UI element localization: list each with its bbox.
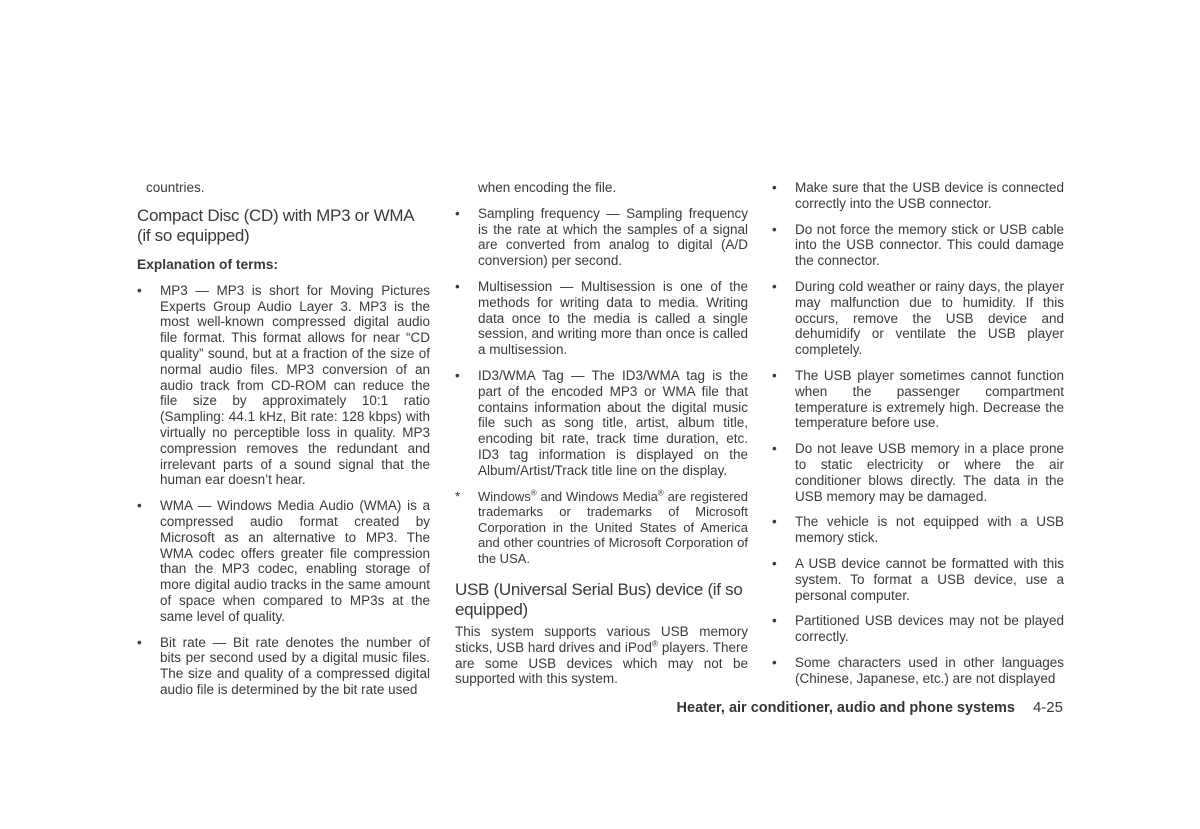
list-item-text: Multisession — Multisession is one of the methods for writing data to media. Writing data once to the media is called a single session, and writing more than once is called a multisession. <box>478 278 748 358</box>
continuation-text: when encoding the file. <box>478 180 617 195</box>
list-item <box>772 441 1064 504</box>
list-item <box>137 635 430 698</box>
list-item <box>772 514 1064 546</box>
list-item <box>137 283 430 488</box>
list-item-text: Bit rate — Bit rate denotes the number of bits per second used by a digital music files. The size and quality of a compressed digital audio file is determined by the bit rate used <box>160 634 430 697</box>
bullet-icon: • <box>772 514 777 530</box>
list-item-text: The vehicle is not equipped with a USB memory stick. <box>795 514 1064 546</box>
footer-page-number: 4-25 <box>1032 699 1063 716</box>
footnote-marker: * <box>455 488 461 504</box>
bullet-icon: • <box>137 498 142 514</box>
list-item-text: MP3 — MP3 is short for Moving Pictures Experts Group Audio Layer 3. MP3 is the most well-known compressed digital audio file format. This format allows for near “CD quality” sound, but at a fraction of the size of normal audio files. MP3 conversion of an audio track from CD-ROM can reduce the file size by approximately 10:1 ratio (Sampling: 44.1 kHz, Bit rate: 128 kbps) with virtually no perceptible loss in quality. MP3 compression removes the redundant and irrelevant parts of a sound signal that the human ear doesn’t hear. <box>160 282 430 488</box>
bullet-icon: • <box>455 205 460 221</box>
column-right <box>772 180 1064 697</box>
list-item <box>772 368 1064 431</box>
list-item-text: During cold weather or rainy days, the player may malfunction due to humidity. If this occurs, remove the USB device and dehumidify or ventilate the USB player completely. <box>795 278 1064 358</box>
list-item-text: WMA — Windows Media Audio (WMA) is a compressed audio format created by Microsoft as an alternative to MP3. The WMA codec offers greater file compression than the MP3 codec, enabling storage of more digital audio tracks in the same amount of space when compared to MP3s at the same level of quality. <box>160 498 430 624</box>
bullet-icon: • <box>772 613 777 629</box>
list-item-text: Some characters used in other languages (Chinese, Japanese, etc.) are not displayed <box>795 654 1064 686</box>
bullet-icon: • <box>772 180 777 195</box>
list-item <box>455 279 748 358</box>
list-item <box>772 222 1064 269</box>
list-item-text: Do not leave USB memory in a place prone to static electricity or where the air conditioner blows directly. The data in the USB memory may be damaged. <box>795 441 1064 504</box>
list-item-text: Partitioned USB devices may not be played correctly. <box>795 613 1064 645</box>
bullet-icon: • <box>772 654 777 670</box>
section-heading-usb: USB (Universal Serial Bus) device (if so equipped) <box>455 580 743 620</box>
list-item <box>772 180 1064 212</box>
bullet-icon: • <box>772 441 777 457</box>
bullet-icon: • <box>772 278 777 294</box>
list-item-text: A USB device cannot be formatted with this system. To format a USB device, use a personal computer. <box>795 555 1064 603</box>
list-item <box>455 206 748 269</box>
list-item <box>772 279 1064 358</box>
footnote-text: Windows® and Windows Media® are registered trademarks or trademarks of Microsoft Corporation in the United States of America and other countries of Microsoft Corporation of the USA. <box>478 488 748 566</box>
list-item-text: Do not force the memory stick or USB cable into the USB connector. This could damage the connector. <box>795 221 1064 269</box>
list-item <box>772 556 1064 603</box>
footer-chapter-title: Heater, air conditioner, audio and phone systems <box>676 700 1015 716</box>
footnote <box>455 489 748 567</box>
column-middle <box>455 180 748 687</box>
bullet-icon: • <box>137 282 142 298</box>
bullet-icon: • <box>455 278 460 294</box>
subheading-explanation: Explanation of terms: <box>137 256 279 272</box>
list-item <box>772 613 1064 645</box>
continuation-text: countries. <box>146 180 205 195</box>
bullet-icon: • <box>772 221 777 237</box>
page-footer <box>137 699 1063 716</box>
list-item <box>455 368 748 479</box>
bullet-icon: • <box>772 367 777 383</box>
list-item-text: ID3/WMA Tag — The ID3/WMA tag is the part of the encoded MP3 or WMA file that contains information about the digital music file such as song title, artist, album title, encoding bit rate, track time duration, etc. ID3 tag information is displayed on the Album/Artist/Track title line on the display. <box>478 367 748 478</box>
section-heading-cd: Compact Disc (CD) with MP3 or WMA (if so equipped) <box>137 205 414 245</box>
bullet-icon: • <box>455 367 460 383</box>
list-item <box>137 498 430 624</box>
list-item-text: Sampling frequency — Sampling frequency is the rate at which the samples of a signal are converted from analog to digital (A/D conversion) per second. <box>478 205 748 269</box>
usb-intro-paragraph: This system supports various USB memory sticks, USB hard drives and iPod® players. There are some USB devices which may not be supported with this system. <box>455 624 748 687</box>
column-left <box>137 180 430 708</box>
list-item <box>772 655 1064 687</box>
list-item-text: Make sure that the USB device is connected correctly into the USB connector. <box>795 180 1064 211</box>
list-item-text: The USB player sometimes cannot function when the passenger compartment temperature is extremely high. Decrease the temperature before use. <box>795 367 1064 431</box>
bullet-icon: • <box>772 555 777 571</box>
bullet-icon: • <box>137 634 142 650</box>
